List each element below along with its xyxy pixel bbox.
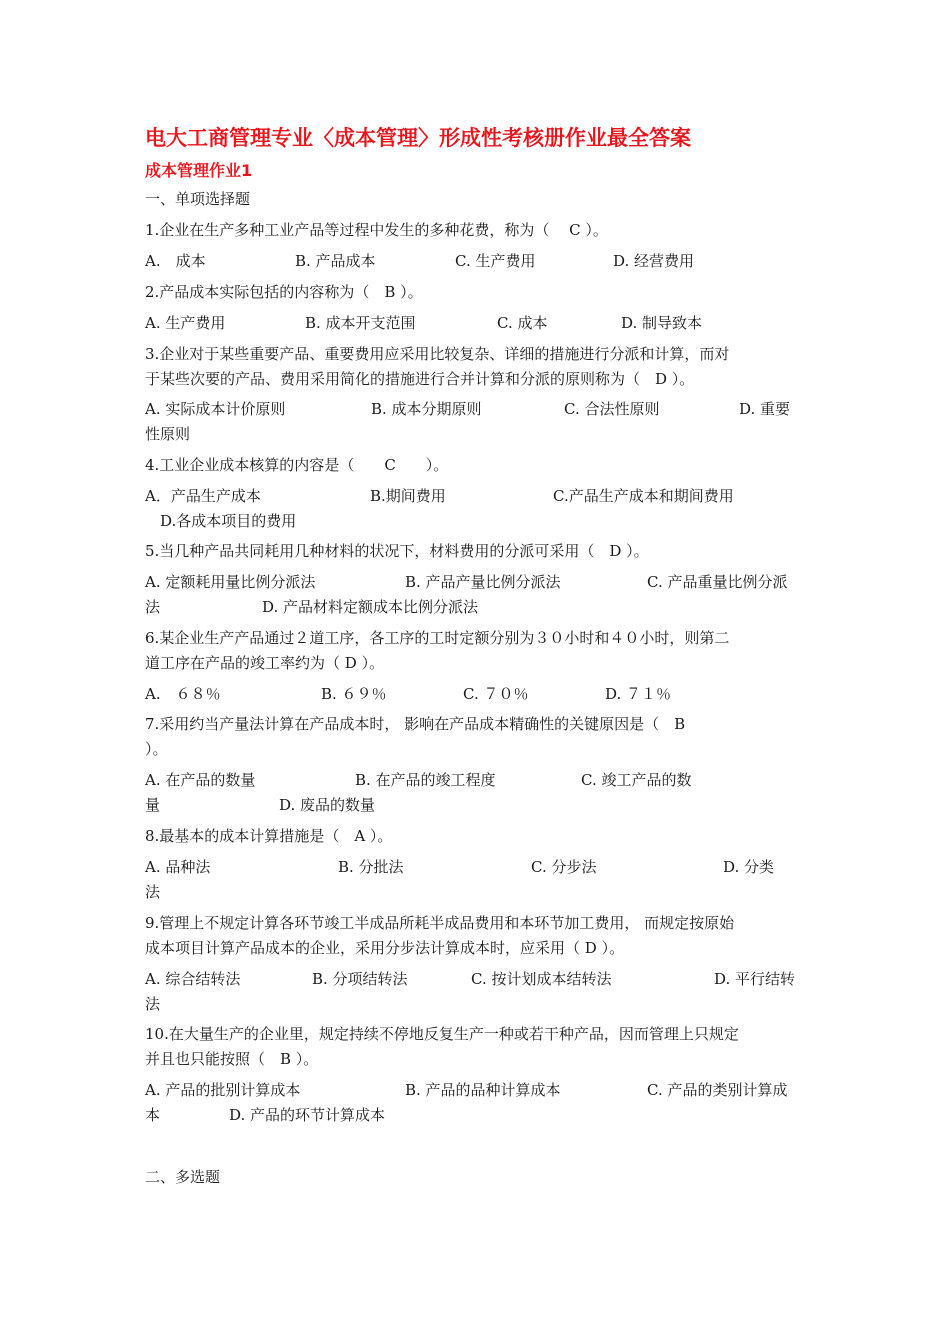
question-1-stem: 1.企业在生产多种工业产品等过程中发生的多种花费，称为（ C ）。: [145, 221, 608, 239]
q10-option-b: B. 产品的品种计算成本: [405, 1081, 561, 1099]
q1-option-d: D. 经营费用: [613, 252, 695, 270]
q3-option-b: B. 成本分期原则: [371, 400, 482, 418]
q1-option-c: C. 生产费用: [455, 252, 536, 270]
document-title: 电大工商管理专业〈成本管理〉形成性考核册作业最全答案: [145, 126, 691, 150]
q9-option-d-continued: 法: [145, 995, 161, 1013]
q2-option-a: A. 生产费用: [145, 314, 226, 332]
q3-option-a: A. 实际成本计价原则: [145, 400, 286, 418]
q8-option-a: A. 品种法: [145, 858, 211, 876]
q4-option-d: D.各成本项目的费用: [160, 512, 297, 530]
q3-option-c: C. 合法性原则: [564, 400, 660, 418]
q9-option-c: C. 按计划成本结转法: [471, 970, 612, 988]
question-9-stem-line-1: 9.管理上不规定计算各环节竣工半成品所耗半成品费用和本环节加工费用， 而规定按原始: [145, 914, 735, 932]
question-5-stem: 5.当几种产品共同耗用几种材料的状况下，材料费用的分派可采用（ D ）。: [145, 542, 649, 560]
section-heading-single-choice: 一、单项选择题: [145, 190, 251, 208]
q7-option-d: D. 废品的数量: [279, 796, 376, 814]
q2-option-c: C. 成本: [497, 314, 548, 332]
question-3-stem-line-1: 3.企业对于某些重要产品、重要费用应采用比较复杂、详细的措施进行分派和计算，而对: [145, 345, 730, 363]
q8-option-b: B. 分批法: [338, 858, 404, 876]
q4-option-b: B.期间费用: [370, 487, 446, 505]
question-3-stem-line-2: 于某些次要的产品、费用采用简化的措施进行合并计算和分派的原则称为（ D ）。: [145, 370, 695, 388]
question-10-stem-line-1: 10.在大量生产的企业里，规定持续不停地反复生产一种或若干种产品，因而管理上只规定: [145, 1025, 739, 1043]
q5-option-c: C. 产品重量比例分派: [647, 573, 788, 591]
q4-option-a: A．产品生产成本: [145, 487, 261, 505]
q2-option-d: D. 制导致本: [621, 314, 703, 332]
q1-option-a: A. 成本: [145, 252, 206, 270]
question-8-stem: 8.最基本的成本计算措施是（ A ）。: [145, 827, 393, 845]
question-6-stem-line-2: 道工序在产品的竣工率约为（ D ）。: [145, 654, 385, 672]
q3-option-d-continued: 性原则: [145, 425, 191, 443]
question-9-stem-line-2: 成本项目计算产品成本的企业，采用分步法计算成本时，应采用（ D ）。: [145, 939, 625, 957]
q2-option-b: B. 成本开支范围: [305, 314, 416, 332]
q10-option-c: C. 产品的类别计算成: [647, 1081, 788, 1099]
question-6-stem-line-1: 6.某企业生产产品通过２道工序，各工序的工时定额分别为３０小时和４０小时，则第二: [145, 629, 730, 647]
q5-option-b: B. 产品产量比例分派法: [405, 573, 561, 591]
q6-option-c: C. ７０％: [463, 685, 529, 703]
q6-option-b: B. ６９％: [321, 685, 387, 703]
q9-option-b: B. 分项结转法: [312, 970, 408, 988]
question-7-stem-line-2: ）。: [145, 740, 168, 758]
q8-option-d: D. 分类: [723, 858, 775, 876]
q3-option-d: D. 重要: [739, 400, 791, 418]
q7-option-c-continued: 量: [145, 796, 161, 814]
question-7-stem-line-1: 7.采用约当产量法计算在产品成本时， 影响在产品成本精确性的关键原因是（ B: [145, 715, 686, 733]
q4-option-c: C.产品生产成本和期间费用: [553, 487, 734, 505]
q9-option-a: A. 综合结转法: [145, 970, 241, 988]
q8-option-d-continued: 法: [145, 883, 161, 901]
q5-option-d: D. 产品材料定额成本比例分派法: [262, 598, 479, 616]
q7-option-b: B. 在产品的竣工程度: [355, 771, 496, 789]
q5-option-c-continued: 法: [145, 598, 161, 616]
q8-option-c: C. 分步法: [531, 858, 597, 876]
q6-option-d: D. ７１％: [605, 685, 672, 703]
question-10-stem-line-2: 并且也只能按照（ B ）。: [145, 1050, 319, 1068]
q7-option-c: C. 竣工产品的数: [581, 771, 692, 789]
question-4-stem: 4.工业企业成本核算的内容是（ C ）。: [145, 456, 449, 474]
section-heading-multiple-choice: 二、多选题: [145, 1168, 221, 1186]
q10-option-c-continued: 本: [145, 1106, 161, 1124]
question-2-stem: 2.产品成本实际包括的内容称为（ B ）。: [145, 283, 423, 301]
q1-option-b: B. 产品成本: [295, 252, 376, 270]
q6-option-a: A. ６８％: [145, 685, 221, 703]
q9-option-d: D. 平行结转: [714, 970, 796, 988]
q10-option-a: A. 产品的批别计算成本: [145, 1081, 301, 1099]
q10-option-d: D. 产品的环节计算成本: [229, 1106, 386, 1124]
assignment-title: 成本管理作业1: [145, 161, 253, 180]
q7-option-a: A. 在产品的数量: [145, 771, 256, 789]
q5-option-a: A. 定额耗用量比例分派法: [145, 573, 316, 591]
